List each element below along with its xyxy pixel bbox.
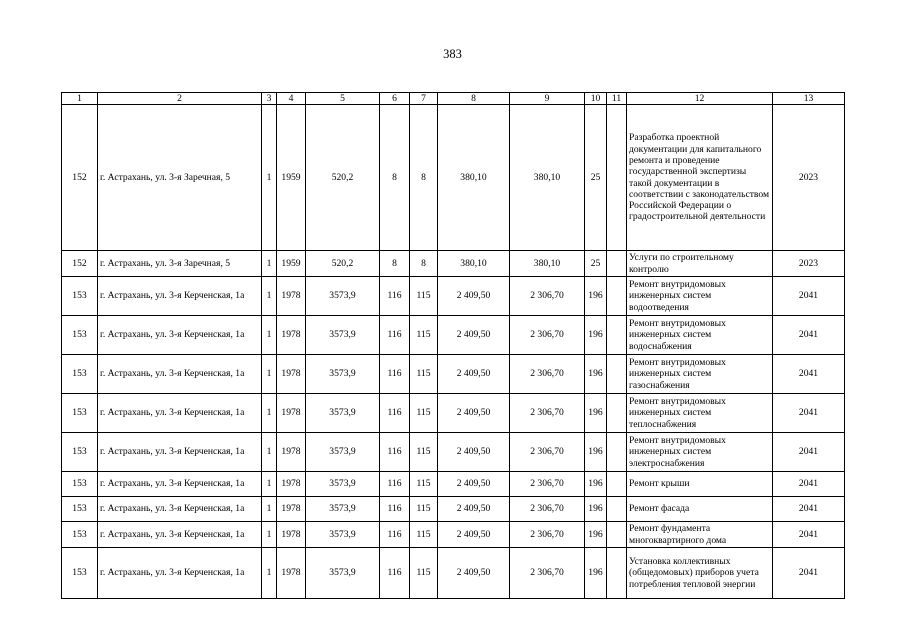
area-cell: 3573,9 [306,548,380,599]
col8-cell: 2 409,50 [438,277,510,316]
col10-cell: 25 [585,251,607,277]
table-row [62,251,845,277]
area-cell: 3573,9 [306,394,380,433]
col9-cell: 380,10 [510,251,585,277]
col11-cell [607,497,627,522]
work-type-cell: Ремонт крыши [627,472,773,497]
area-cell: 3573,9 [306,472,380,497]
col7-cell: 115 [410,316,438,355]
col10-cell: 196 [585,433,607,472]
header-row [62,93,845,105]
col7-cell: 115 [410,497,438,522]
planned-year-cell: 2041 [773,472,845,497]
col7-cell: 115 [410,433,438,472]
area-cell: 3573,9 [306,277,380,316]
col8-cell: 2 409,50 [438,355,510,394]
table-row [62,316,845,355]
row-number-cell: 153 [62,394,98,433]
row-number-cell: 153 [62,548,98,599]
table-row [62,522,845,548]
col9-cell: 2 306,70 [510,472,585,497]
col9-cell: 2 306,70 [510,355,585,394]
col8-cell: 380,10 [438,251,510,277]
address-cell: г. Астрахань, ул. 3-я Керченская, 1а [98,433,262,472]
column-number-6: 6 [380,93,410,105]
col6-cell: 116 [380,522,410,548]
table-row [62,433,845,472]
col11-cell [607,433,627,472]
address-cell: г. Астрахань, ул. 3-я Керченская, 1а [98,277,262,316]
planned-year-cell: 2041 [773,355,845,394]
row-number-cell: 153 [62,522,98,548]
year-cell: 1978 [277,394,306,433]
col10-cell: 196 [585,394,607,433]
col11-cell [607,394,627,433]
col8-cell: 2 409,50 [438,433,510,472]
column-number-7: 7 [410,93,438,105]
col6-cell: 116 [380,548,410,599]
area-cell: 3573,9 [306,497,380,522]
col10-cell: 196 [585,548,607,599]
col3-cell: 1 [262,394,277,433]
table-body [62,93,845,599]
work-type-cell: Ремонт внутридомовых инженерных систем водоотведения [627,277,773,316]
table-row [62,277,845,316]
row-number-cell: 153 [62,355,98,394]
column-number-12: 12 [627,93,773,105]
col10-cell: 196 [585,277,607,316]
work-type-cell: Ремонт фасада [627,497,773,522]
row-number-cell: 152 [62,105,98,251]
col8-cell: 2 409,50 [438,497,510,522]
planned-year-cell: 2041 [773,433,845,472]
col6-cell: 8 [380,105,410,251]
work-type-cell: Ремонт внутридомовых инженерных систем газоснабжения [627,355,773,394]
table-row [62,394,845,433]
col9-cell: 2 306,70 [510,522,585,548]
column-number-11: 11 [607,93,627,105]
column-number-3: 3 [262,93,277,105]
col7-cell: 115 [410,394,438,433]
work-type-cell: Ремонт фундамента многоквартирного дома [627,522,773,548]
address-cell: г. Астрахань, ул. 3-я Керченская, 1а [98,316,262,355]
planned-year-cell: 2041 [773,548,845,599]
col10-cell: 196 [585,316,607,355]
col3-cell: 1 [262,497,277,522]
col6-cell: 116 [380,277,410,316]
year-cell: 1978 [277,548,306,599]
year-cell: 1978 [277,433,306,472]
address-cell: г. Астрахань, ул. 3-я Керченская, 1а [98,497,262,522]
year-cell: 1959 [277,251,306,277]
year-cell: 1978 [277,497,306,522]
col3-cell: 1 [262,472,277,497]
col6-cell: 116 [380,433,410,472]
col8-cell: 380,10 [438,105,510,251]
year-cell: 1978 [277,472,306,497]
address-cell: г. Астрахань, ул. 3-я Керченская, 1а [98,355,262,394]
column-number-8: 8 [438,93,510,105]
col3-cell: 1 [262,433,277,472]
column-number-5: 5 [306,93,380,105]
row-number-cell: 153 [62,472,98,497]
col11-cell [607,355,627,394]
year-cell: 1978 [277,355,306,394]
year-cell: 1978 [277,277,306,316]
capital-repair-table [61,92,845,599]
row-number-cell: 153 [62,497,98,522]
col3-cell: 1 [262,355,277,394]
col3-cell: 1 [262,277,277,316]
col7-cell: 115 [410,522,438,548]
address-cell: г. Астрахань, ул. 3-я Керченская, 1а [98,394,262,433]
col11-cell [607,472,627,497]
row-number-cell: 152 [62,251,98,277]
area-cell: 3573,9 [306,316,380,355]
work-type-cell: Ремонт внутридомовых инженерных систем водоснабжения [627,316,773,355]
col7-cell: 115 [410,277,438,316]
col9-cell: 2 306,70 [510,394,585,433]
col11-cell [607,548,627,599]
area-cell: 3573,9 [306,522,380,548]
col10-cell: 196 [585,472,607,497]
planned-year-cell: 2041 [773,394,845,433]
planned-year-cell: 2023 [773,251,845,277]
col9-cell: 2 306,70 [510,316,585,355]
col6-cell: 116 [380,316,410,355]
area-cell: 520,2 [306,105,380,251]
area-cell: 520,2 [306,251,380,277]
col7-cell: 8 [410,251,438,277]
planned-year-cell: 2041 [773,497,845,522]
col6-cell: 116 [380,497,410,522]
col6-cell: 116 [380,394,410,433]
table-row [62,548,845,599]
col3-cell: 1 [262,251,277,277]
col10-cell: 196 [585,355,607,394]
col6-cell: 116 [380,355,410,394]
col9-cell: 2 306,70 [510,497,585,522]
column-number-4: 4 [277,93,306,105]
work-type-cell: Установка коллективных (общедомовых) приборов учета потребления тепловой энергии [627,548,773,599]
address-cell: г. Астрахань, ул. 3-я Керченская, 1а [98,522,262,548]
column-number-13: 13 [773,93,845,105]
col3-cell: 1 [262,548,277,599]
col7-cell: 115 [410,472,438,497]
col11-cell [607,316,627,355]
year-cell: 1978 [277,316,306,355]
col10-cell: 196 [585,522,607,548]
col11-cell [607,522,627,548]
col11-cell [607,277,627,316]
col8-cell: 2 409,50 [438,522,510,548]
col10-cell: 196 [585,497,607,522]
col3-cell: 1 [262,105,277,251]
col9-cell: 380,10 [510,105,585,251]
column-number-2: 2 [98,93,262,105]
col11-cell [607,251,627,277]
address-cell: г. Астрахань, ул. 3-я Керченская, 1а [98,548,262,599]
row-number-cell: 153 [62,277,98,316]
address-cell: г. Астрахань, ул. 3-я Заречная, 5 [98,251,262,277]
col7-cell: 115 [410,548,438,599]
table-row [62,497,845,522]
col11-cell [607,105,627,251]
address-cell: г. Астрахань, ул. 3-я Керченская, 1а [98,472,262,497]
row-number-cell: 153 [62,316,98,355]
col10-cell: 25 [585,105,607,251]
col6-cell: 116 [380,472,410,497]
work-type-cell: Ремонт внутридомовых инженерных систем электроснабжения [627,433,773,472]
work-type-cell: Разработка проектной документации для капитального ремонта и проведение государственной экспертизы такой документации в соответствии с законодательством Российской Федерации о градостроительной деятельности [627,105,773,251]
col3-cell: 1 [262,316,277,355]
page-number: 383 [443,47,462,61]
planned-year-cell: 2041 [773,522,845,548]
col6-cell: 8 [380,251,410,277]
planned-year-cell: 2041 [773,277,845,316]
col9-cell: 2 306,70 [510,433,585,472]
row-number-cell: 153 [62,433,98,472]
work-type-cell: Услуги по строительному контролю [627,251,773,277]
table-row [62,472,845,497]
column-number-1: 1 [62,93,98,105]
col8-cell: 2 409,50 [438,394,510,433]
col9-cell: 2 306,70 [510,548,585,599]
table-row [62,105,845,251]
table-row [62,355,845,394]
area-cell: 3573,9 [306,355,380,394]
planned-year-cell: 2041 [773,316,845,355]
col3-cell: 1 [262,522,277,548]
col8-cell: 2 409,50 [438,548,510,599]
address-cell: г. Астрахань, ул. 3-я Заречная, 5 [98,105,262,251]
column-number-9: 9 [510,93,585,105]
planned-year-cell: 2023 [773,105,845,251]
col7-cell: 8 [410,105,438,251]
col7-cell: 115 [410,355,438,394]
col9-cell: 2 306,70 [510,277,585,316]
col8-cell: 2 409,50 [438,316,510,355]
col8-cell: 2 409,50 [438,472,510,497]
work-type-cell: Ремонт внутридомовых инженерных систем теплоснабжения [627,394,773,433]
area-cell: 3573,9 [306,433,380,472]
year-cell: 1978 [277,522,306,548]
year-cell: 1959 [277,105,306,251]
column-number-10: 10 [585,93,607,105]
